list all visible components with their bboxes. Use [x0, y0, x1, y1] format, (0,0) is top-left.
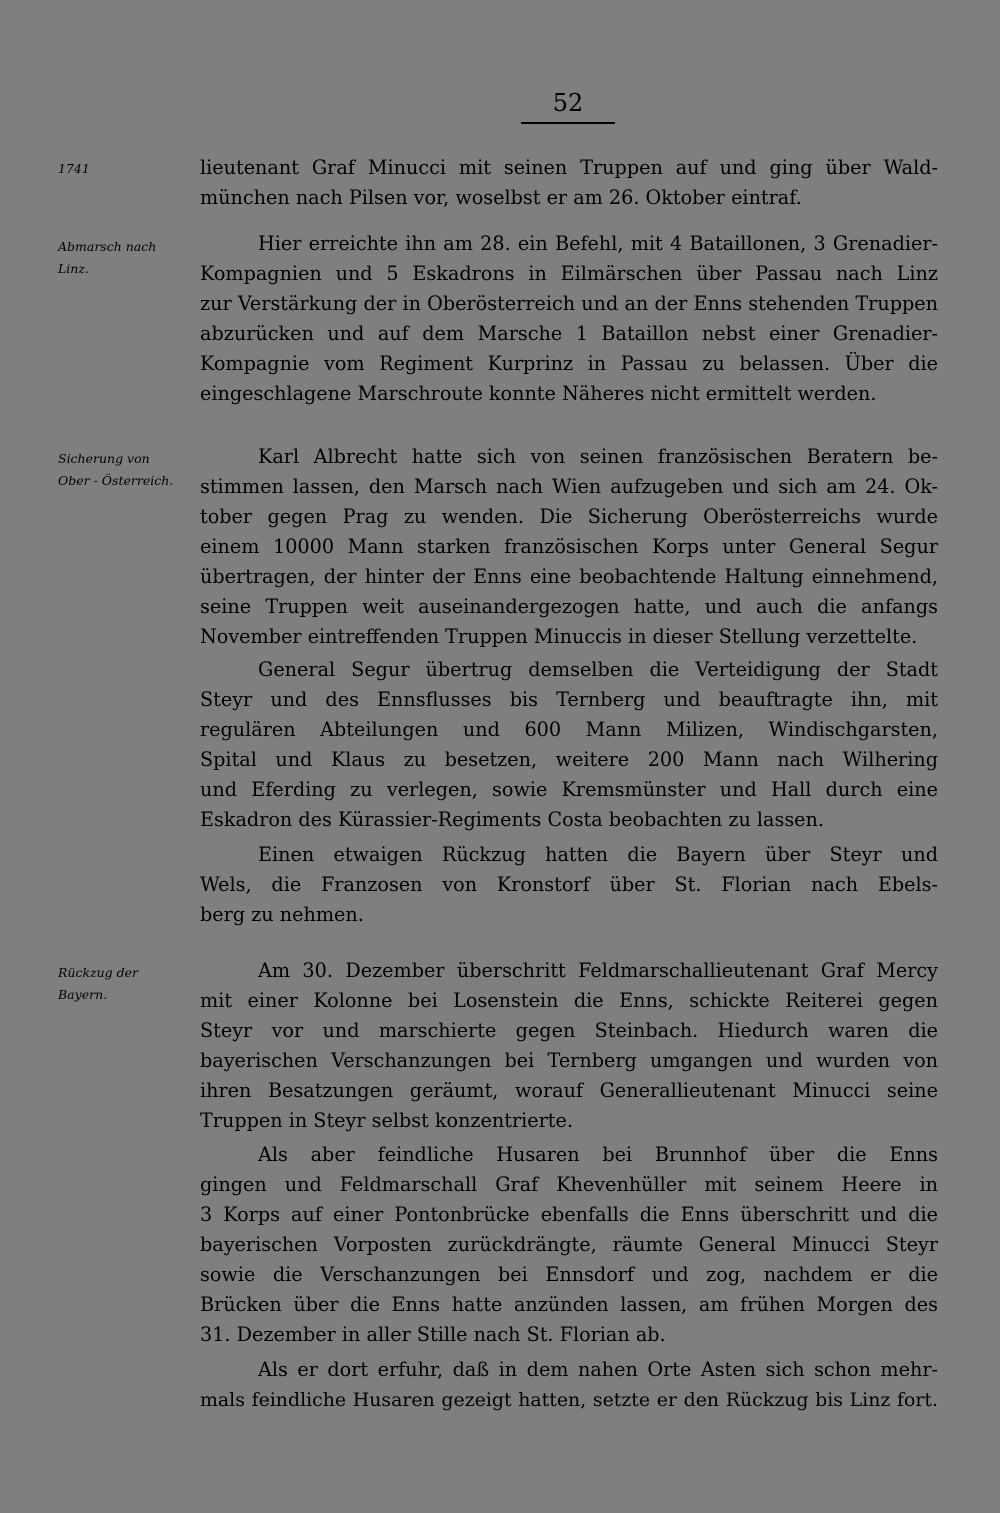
- text-line: Als aber feindliche Husaren bei Brunnhof über die Enns: [258, 1143, 938, 1166]
- text-line: bayerischen Verschanzungen bei Ternberg umgangen und wurden von: [200, 1049, 938, 1072]
- text-line: Kompagnie vom Regiment Kurprinz in Passau zu belassen. Über die: [200, 352, 938, 375]
- text-line: gingen und Feldmarschall Graf Khevenhüller mit seinem Heere in: [200, 1173, 938, 1196]
- text-line: Eskadron des Kürassier-Regiments Costa beobachten zu lassen.: [200, 808, 824, 831]
- margin-note-line: 1741: [58, 161, 90, 176]
- text-line: einem 10000 Mann starken französischen Korps unter General Segur: [200, 535, 938, 558]
- text-line: abzurücken und auf dem Marsche 1 Bataillon nebst einer Grenadier-: [200, 322, 938, 345]
- text-line: eingeschlagene Marschroute konnte Näheres nicht ermittelt werden.: [200, 382, 877, 405]
- text-line: stimmen lassen, den Marsch nach Wien aufzugeben und sich am 24. Ok-: [200, 475, 938, 498]
- text-line: berg zu nehmen.: [200, 903, 364, 926]
- text-line: lieutenant Graf Minucci mit seinen Truppen auf und ging über Wald-: [200, 156, 938, 179]
- text-line: 31. Dezember in aller Stille nach St. Florian ab.: [200, 1323, 666, 1346]
- text-line: Karl Albrecht hatte sich von seinen französischen Beratern be-: [258, 445, 938, 468]
- text-line: Brücken über die Enns hatte anzünden lassen, am frühen Morgen des: [200, 1293, 938, 1316]
- text-line: zur Verstärkung der in Oberösterreich und an der Enns stehenden Truppen: [200, 292, 938, 315]
- margin-note-line: Linz.: [58, 261, 89, 276]
- text-line: 3 Korps auf einer Pontonbrücke ebenfalls die Enns überschritt und die: [200, 1203, 938, 1226]
- text-line: Steyr vor und marschierte gegen Steinbach. Hiedurch waren die: [200, 1019, 938, 1042]
- text-line: November eintreffenden Truppen Minuccis in dieser Stellung verzettelte.: [200, 625, 918, 648]
- margin-note-year: [58, 158, 206, 180]
- text-line: mit einer Kolonne bei Losenstein die Enns, schickte Reiterei gegen: [200, 989, 938, 1012]
- text-line: Truppen in Steyr selbst konzentrierte.: [200, 1109, 573, 1132]
- text-line: bayerischen Vorposten zurückdrängte, räumte General Minucci Steyr: [200, 1233, 938, 1256]
- text-line: Einen etwaigen Rückzug hatten die Bayern über Steyr und: [258, 843, 938, 866]
- text-line: ihren Besatzungen geräumt, worauf Generallieutenant Minucci seine: [200, 1079, 938, 1102]
- text-line: sowie die Verschanzungen bei Ennsdorf und zog, nachdem er die: [200, 1263, 938, 1286]
- page-number: 52: [552, 89, 584, 117]
- text-line: Als er dort erfuhr, daß in dem nahen Orte Asten sich schon mehr-: [258, 1358, 938, 1381]
- text-line: mals feindliche Husaren gezeigt hatten, setzte er den Rückzug bis Linz fort.: [200, 1389, 938, 1411]
- text-line: seine Truppen weit auseinandergezogen hatte, und auch die anfangs: [200, 595, 938, 618]
- text-line: Am 30. Dezember überschritt Feldmarschallieutenant Graf Mercy: [258, 959, 938, 982]
- text-line: übertragen, der hinter der Enns eine beobachtende Haltung einnehmend,: [200, 565, 938, 588]
- margin-note-sicherung: [58, 448, 206, 492]
- text-line: regulären Abteilungen und 600 Mann Milizen, Windischgarsten,: [200, 718, 938, 741]
- margin-note-abmarsch: [58, 236, 206, 280]
- text-line: Wels, die Franzosen von Kronstorf über St. Florian nach Ebels-: [200, 873, 938, 896]
- text-line: und Eferding zu verlegen, sowie Kremsmünster und Hall durch eine: [200, 778, 938, 801]
- text-line: Spital und Klaus zu besetzen, weitere 200 Mann nach Wilhering: [200, 748, 938, 771]
- text-line: General Segur übertrug demselben die Verteidigung der Stadt: [258, 658, 938, 681]
- margin-note-line: Sicherung von: [58, 451, 150, 466]
- margin-note-line: Rückzug der: [58, 965, 139, 980]
- text-line: Kompagnien und 5 Eskadrons in Eilmärschen über Passau nach Linz: [200, 262, 938, 285]
- margin-note-line: Bayern.: [58, 987, 108, 1002]
- text-line: Steyr und des Ennsflusses bis Ternberg und beauftragte ihn, mit: [200, 688, 938, 711]
- margin-note-line: Abmarsch nach: [58, 239, 157, 254]
- margin-note-rueckzug: [58, 962, 206, 1006]
- margin-note-line: Ober - Österreich.: [58, 473, 174, 488]
- page-number-rule: [521, 122, 615, 124]
- text-line: Hier erreichte ihn am 28. ein Befehl, mit 4 Bataillonen, 3 Grenadier-: [258, 232, 938, 255]
- text-line: münchen nach Pilsen vor, woselbst er am 26. Oktober eintraf.: [200, 186, 802, 209]
- text-line: tober gegen Prag zu wenden. Die Sicherung Oberösterreichs wurde: [200, 505, 938, 528]
